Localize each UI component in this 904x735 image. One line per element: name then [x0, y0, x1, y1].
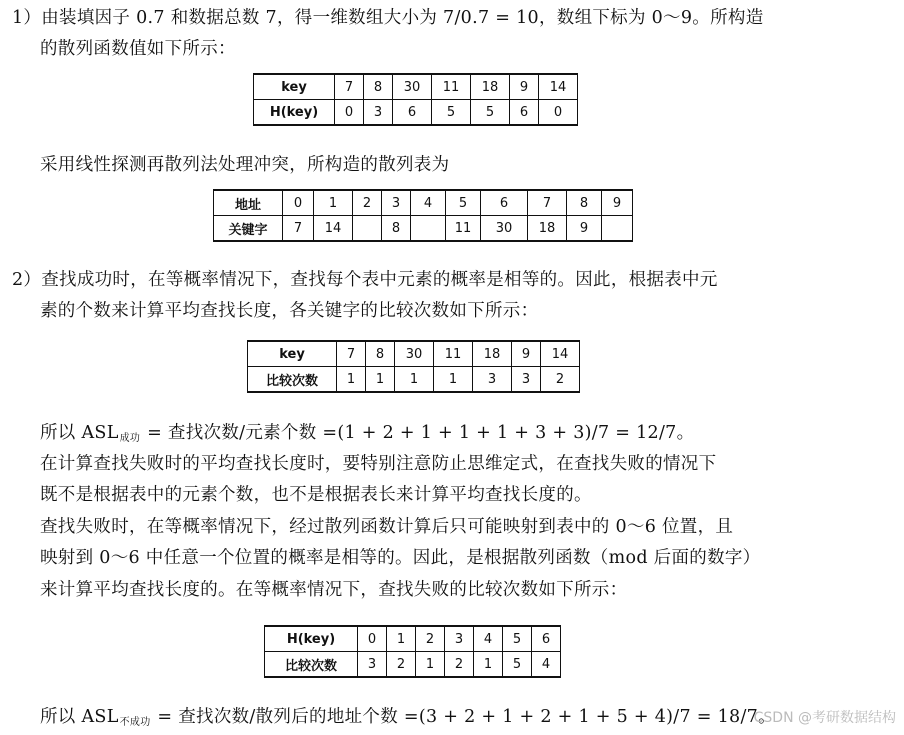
- table-cell: 1: [416, 652, 445, 678]
- table-cell: 4: [474, 626, 503, 652]
- hash-values-table: [253, 73, 578, 126]
- table-cell: 7: [528, 190, 567, 216]
- row-header-cell: H(key): [254, 100, 335, 126]
- table-cell: 1: [387, 626, 416, 652]
- table-cell: 0: [335, 100, 364, 126]
- asl-success-formula: = 查找次数/元素个数 =(1 + 2 + 1 + 1 + 1 + 3 + 3)/7 = 12/7。: [141, 423, 695, 443]
- paragraph-3-line-1: 在计算查找失败时的平均查找长度时，要特别注意防止思维定式，在查找失败的情况下: [40, 454, 717, 474]
- table-cell: 1: [314, 190, 353, 216]
- table-cell: 8: [567, 190, 602, 216]
- table-cell: 11: [446, 216, 481, 242]
- table-cell: 3: [358, 652, 387, 678]
- table-cell: 4: [532, 652, 561, 678]
- asl-fail-prefix: 所以 ASL: [40, 707, 119, 727]
- row-header-cell: key: [248, 341, 337, 367]
- table-cell: 3: [512, 367, 541, 393]
- table-cell: 6: [393, 100, 432, 126]
- table-cell: 14: [541, 341, 580, 367]
- paragraph-2-line-2: 素的个数来计算平均查找长度，各关键字的比较次数如下所示：: [40, 301, 539, 321]
- table-row: [265, 626, 561, 652]
- table-cell: [353, 216, 382, 242]
- table-cell: 18: [473, 341, 512, 367]
- asl-success-prefix: 所以 ASL: [40, 423, 119, 443]
- hash-table: [213, 189, 633, 242]
- asl-success-line: [40, 421, 694, 451]
- table-cell: 9: [602, 190, 633, 216]
- asl-success-subscript: 成功: [119, 433, 141, 444]
- table-row: [254, 74, 578, 100]
- table-cell: 7: [335, 74, 364, 100]
- row-header-cell: 比较次数: [248, 367, 337, 393]
- asl-fail-subscript: 不成功: [119, 717, 151, 728]
- table-cell: 3: [382, 190, 411, 216]
- table-cell: 14: [539, 74, 578, 100]
- paragraph-4-line-1: 查找失败时，在等概率情况下，经过散列函数计算后只可能映射到表中的 0～6 位置，且: [40, 517, 734, 537]
- row-header-cell: 比较次数: [265, 652, 358, 678]
- table-cell: 8: [382, 216, 411, 242]
- table-cell: 2: [416, 626, 445, 652]
- table-cell: [411, 216, 446, 242]
- success-compare-table: [247, 340, 580, 393]
- table-cell: 2: [541, 367, 580, 393]
- table-cell: 1: [395, 367, 434, 393]
- table-cell: 9: [567, 216, 602, 242]
- table-row: [265, 652, 561, 678]
- table-cell: 6: [510, 100, 539, 126]
- watermark: CSDN @考研数据结构: [753, 710, 896, 726]
- table-cell: 5: [432, 100, 471, 126]
- table-cell: 2: [353, 190, 382, 216]
- paragraph-3-line-2: 既不是根据表中的元素个数，也不是根据表长来计算平均查找长度的。: [40, 485, 592, 505]
- table-row: [248, 367, 580, 393]
- asl-fail-formula: = 查找次数/散列后的地址个数 =(3 + 2 + 1 + 2 + 1 + 5 + 4)/7 = 18/7。: [151, 707, 776, 727]
- row-header-cell: key: [254, 74, 335, 100]
- table-cell: 1: [337, 367, 366, 393]
- table-cell: 0: [539, 100, 578, 126]
- table-cell: 1: [366, 367, 395, 393]
- paragraph-4-line-2: 映射到 0～6 中任意一个位置的概率是相等的。因此，是根据散列函数（mod 后面的数字）: [40, 548, 761, 568]
- table-cell: 5: [446, 190, 481, 216]
- table-cell: 11: [434, 341, 473, 367]
- table-cell: 9: [512, 341, 541, 367]
- table-cell: [602, 216, 633, 242]
- table-cell: 3: [364, 100, 393, 126]
- row-header-cell: H(key): [265, 626, 358, 652]
- paragraph-1-line-1: 1）由装填因子 0.7 和数据总数 7，得一维数组大小为 7/0.7 = 10，数组下标为 0～9。所构造: [12, 8, 764, 28]
- collision-text: 采用线性探测再散列法处理冲突，所构造的散列表为: [40, 155, 450, 175]
- row-header-cell: 关键字: [214, 216, 283, 242]
- table-cell: 1: [474, 652, 503, 678]
- table-cell: 3: [445, 626, 474, 652]
- table-cell: 9: [510, 74, 539, 100]
- table-cell: 7: [337, 341, 366, 367]
- table-cell: 5: [503, 652, 532, 678]
- table-cell: 3: [473, 367, 512, 393]
- table-cell: 6: [532, 626, 561, 652]
- fail-compare-table: [264, 625, 561, 678]
- table-cell: 18: [471, 74, 510, 100]
- table-row: [214, 190, 633, 216]
- table-row: [248, 341, 580, 367]
- paragraph-1-line-2: 的散列函数值如下所示：: [40, 39, 236, 59]
- table-cell: 5: [471, 100, 510, 126]
- row-header-cell: 地址: [214, 190, 283, 216]
- table-cell: 6: [481, 190, 528, 216]
- paragraph-4-line-3: 来计算平均查找长度的。在等概率情况下，查找失败的比较次数如下所示：: [40, 580, 628, 600]
- table-cell: 2: [387, 652, 416, 678]
- table-cell: 8: [366, 341, 395, 367]
- table-cell: 30: [481, 216, 528, 242]
- table-cell: 1: [434, 367, 473, 393]
- table-cell: 18: [528, 216, 567, 242]
- table-cell: 8: [364, 74, 393, 100]
- table-cell: 14: [314, 216, 353, 242]
- table-cell: 0: [358, 626, 387, 652]
- table-cell: 2: [445, 652, 474, 678]
- table-cell: 0: [283, 190, 314, 216]
- table-cell: 30: [393, 74, 432, 100]
- asl-fail-line: [40, 705, 776, 735]
- paragraph-2-line-1: 2）查找成功时，在等概率情况下，查找每个表中元素的概率是相等的。因此，根据表中元: [12, 270, 718, 290]
- table-row: [214, 216, 633, 242]
- table-cell: 5: [503, 626, 532, 652]
- table-cell: 7: [283, 216, 314, 242]
- table-cell: 11: [432, 74, 471, 100]
- table-cell: 30: [395, 341, 434, 367]
- table-row: [254, 100, 578, 126]
- table-cell: 4: [411, 190, 446, 216]
